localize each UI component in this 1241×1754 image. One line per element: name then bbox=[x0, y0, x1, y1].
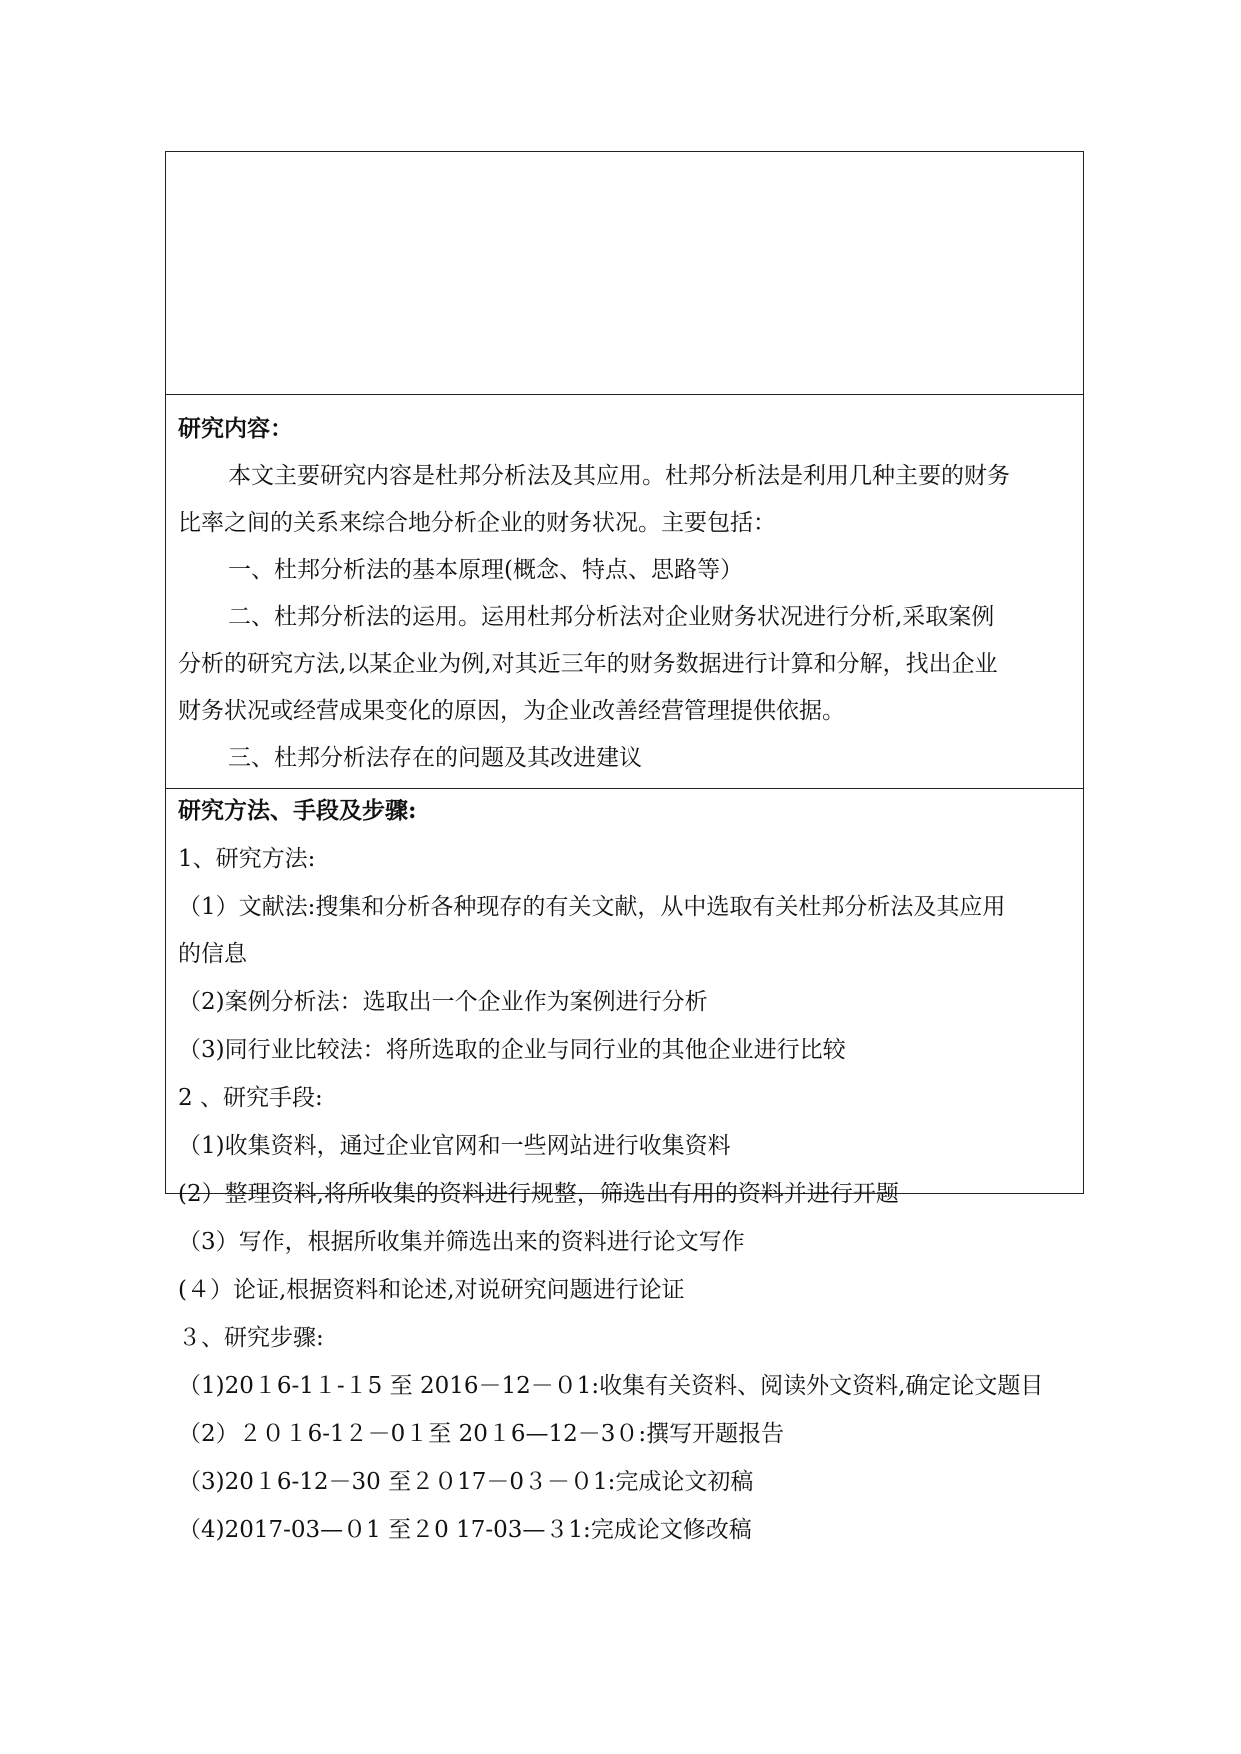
methods-line-10: (４）论证,根据资料和论述,对说研究问题进行论证 bbox=[178, 1277, 685, 1303]
blank-table-cell bbox=[166, 152, 1083, 395]
methods-line-1: 1、研究方法: bbox=[178, 846, 316, 872]
methods-line-14: （3)20１6-12－30 至２０17－0３－０1:完成论文初稿 bbox=[178, 1469, 754, 1495]
content-line-1: 本文主要研究内容是杜邦分析法及其应用。杜邦分析法是利用几种主要的财务 bbox=[228, 463, 1010, 489]
methods-line-6: 2 、研究手段: bbox=[178, 1085, 323, 1111]
methods-line-3: 的信息 bbox=[178, 941, 247, 967]
methods-line-12: （1)20１6-1１-１5 至 2016－12－０1:收集有关资料、阅读外文资料,确定论文题目 bbox=[178, 1373, 1044, 1399]
content-line-2: 比率之间的关系来综合地分析企业的财务状况。主要包括： bbox=[178, 510, 776, 536]
methods-line-11: ３、研究步骤: bbox=[178, 1325, 324, 1351]
methods-line-13: （2）２０１6-1２－0１至 20１6—12－3０:撰写开题报告 bbox=[178, 1421, 785, 1447]
methods-line-5: （3)同行业比较法：将所选取的企业与同行业的其他企业进行比较 bbox=[178, 1037, 846, 1063]
research-content-cell bbox=[166, 395, 1083, 789]
methods-line-2: （1）文献法:搜集和分析各种现存的有关文献，从中选取有关杜邦分析法及其应用 bbox=[178, 894, 1006, 920]
research-methods-heading: 研究方法、手段及步骤: bbox=[178, 797, 417, 824]
methods-line-7: （1)收集资料，通过企业官网和一些网站进行收集资料 bbox=[178, 1133, 731, 1159]
methods-line-8: (2）整理资料,将所收集的资料进行规整，筛选出有用的资料并进行开题 bbox=[178, 1181, 899, 1207]
methods-line-9: （3）写作，根据所收集并筛选出来的资料进行论文写作 bbox=[178, 1229, 745, 1255]
content-item-3: 三、杜邦分析法存在的问题及其改进建议 bbox=[228, 745, 642, 771]
research-content-heading: 研究内容： bbox=[178, 415, 293, 442]
content-item-2: 二、杜邦分析法的运用。运用杜邦分析法对企业财务状况进行分析,采取案例 bbox=[228, 604, 995, 630]
proposal-table bbox=[165, 151, 1084, 1543]
content-item-2-line-2: 分析的研究方法,以某企业为例,对其近三年的财务数据进行计算和分解，找出企业 bbox=[178, 651, 998, 677]
methods-line-4: （2)案例分析法：选取出一个企业作为案例进行分析 bbox=[178, 989, 708, 1015]
content-item-1: 一、杜邦分析法的基本原理(概念、特点、思路等） bbox=[228, 557, 743, 583]
methods-line-15: （4)2017-03—０1 至２0 17-03—３1:完成论文修改稿 bbox=[178, 1517, 752, 1543]
research-methods-cell bbox=[166, 789, 1083, 1543]
content-item-2-line-3: 财务状况或经营成果变化的原因，为企业改善经营管理提供依据。 bbox=[178, 698, 845, 724]
